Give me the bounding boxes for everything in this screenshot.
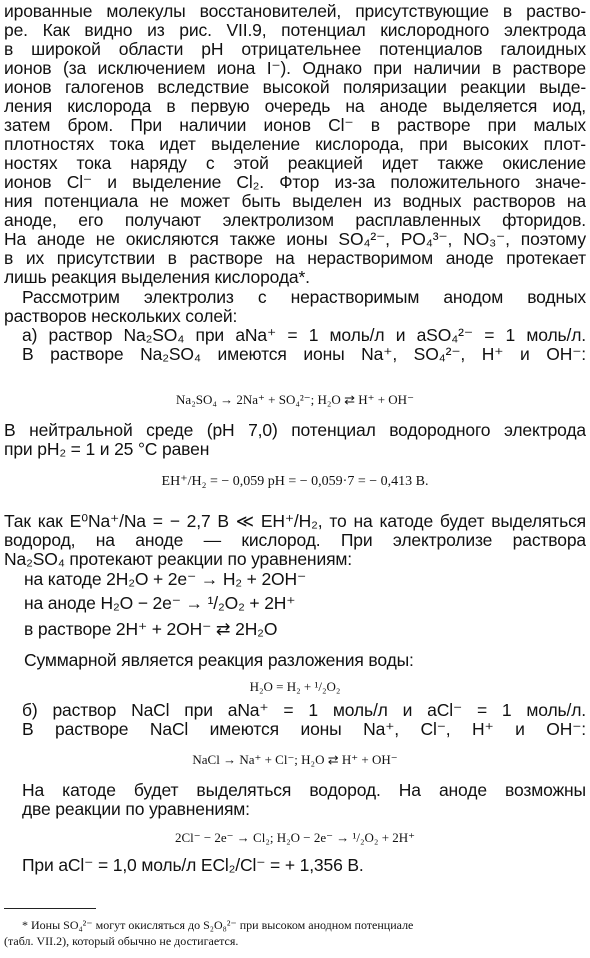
text-line: Na₂SO₄ протекают реакции по уравнениям:	[4, 549, 352, 569]
text-line: ированные молекулы восстановителей, присутствующие в раство-	[4, 2, 586, 21]
equation: EH⁺/H₂ = − 0,059 pH = − 0,059·7 = − 0,413 В.	[161, 474, 429, 489]
text-line: ния потенциала не может быть выделен из водных растворов на	[4, 192, 586, 211]
text-line: две реакции по уравнениям:	[22, 799, 250, 819]
reaction-line: в растворе 2H⁺ + 2OH⁻ ⇄ 2H₂O	[24, 619, 278, 639]
text-line: ионов Cl⁻ и выделение Cl₂. Фтор из-за положительного значе-	[4, 173, 586, 192]
text-line: растворов нескольких солей:	[4, 306, 238, 326]
text-line: При aCl⁻ = 1,0 моль/л ECl₂/Cl⁻ = + 1,356 В.	[22, 855, 364, 875]
text-line: затем бром. При наличии ионов Cl⁻ в растворе при малых	[4, 116, 586, 135]
text-line: в широкой области pH отрицательнее потенциалов галоидных	[4, 40, 586, 59]
footnote-line: * Ионы SO₄²⁻ могут окисляться до S₂O₈²⁻ при высоком анодном потенциале	[22, 918, 414, 932]
text-line: аноде, его получают электролизом расплавленных фторидов.	[4, 211, 586, 230]
text-line: На катоде будет выделяться водород. На аноде возможны	[22, 781, 586, 800]
text-line: ления кислорода в первую очередь на аноде выделяется иод,	[4, 97, 586, 116]
reaction-line: на катоде 2H₂O + 2e⁻ → H₂ + 2OH⁻	[24, 569, 307, 589]
text-line: ионов (за исключением иона I⁻). Однако при наличии в растворе	[4, 59, 586, 78]
text-line: при pH₂ = 1 и 25 °C равен	[4, 439, 210, 459]
text-line: ионов галогенов вследствие высокой поляризации реакции выде-	[4, 78, 586, 97]
equation: Na₂SO₄ → 2Na⁺ + SO₄²⁻; H₂O ⇄ H⁺ + OH⁻	[176, 392, 414, 407]
footnote-rule	[4, 908, 96, 909]
text-line: а) раствор Na₂SO₄ при aNa⁺ = 1 моль/л и aSO₄²⁻ = 1 моль/л.	[22, 326, 586, 345]
equation: NaCl → Na⁺ + Cl⁻; H₂O ⇄ H⁺ + OH⁻	[192, 752, 398, 767]
text-line: ностях тока наряду с этой реакцией идет также окисление	[4, 154, 586, 173]
text-line: На аноде не окисляются также ионы SO₄²⁻, PO₄³⁻, NO₃⁻, поэтому	[4, 230, 586, 249]
text-line: б) раствор NaCl при aNa⁺ = 1 моль/л и aCl⁻ = 1 моль/л.	[22, 701, 586, 720]
text-line: лишь реакция выделения кислорода*.	[4, 267, 310, 287]
reaction-line: на аноде H₂O − 2e⁻ → ¹/₂O₂ + 2H⁺	[24, 593, 296, 613]
text-line: водород, на аноде — кислород. При электролизе раствора	[4, 531, 586, 550]
text-line: В растворе NaCl имеются ионы Na⁺, Cl⁻, H⁺ и OH⁻:	[22, 720, 586, 739]
text-line: В растворе Na₂SO₄ имеются ионы Na⁺, SO₄²⁻, H⁺ и OH⁻:	[22, 345, 586, 364]
text-line: ре. Как видно из рис. VII.9, потенциал кислородного электрода	[4, 21, 586, 40]
text-line: Суммарной является реакция разложения воды:	[24, 650, 414, 670]
equation: 2Cl⁻ − 2e⁻ → Cl₂; H₂O − 2e⁻ → ¹/₂O₂ + 2H⁺	[174, 830, 416, 845]
footnote-line: (табл. VII.2), который обычно не достигается.	[4, 934, 239, 948]
text-line: Так как E⁰Na⁺/Na = − 2,7 В ≪ EH⁺/H₂, то на катоде будет выделяться	[4, 512, 586, 531]
equation: H₂O = H₂ + ¹/₂O₂	[249, 679, 341, 694]
text-line: плотностях тока идет выделение кислорода, при высоких плот-	[4, 135, 586, 154]
text-line: Рассмотрим электролиз с нерастворимым анодом водных	[22, 288, 586, 307]
text-line: В нейтральной среде (pH 7,0) потенциал водородного электрода	[4, 421, 586, 440]
text-line: в их присутствии в растворе на нерастворимом аноде протекает	[4, 249, 586, 268]
